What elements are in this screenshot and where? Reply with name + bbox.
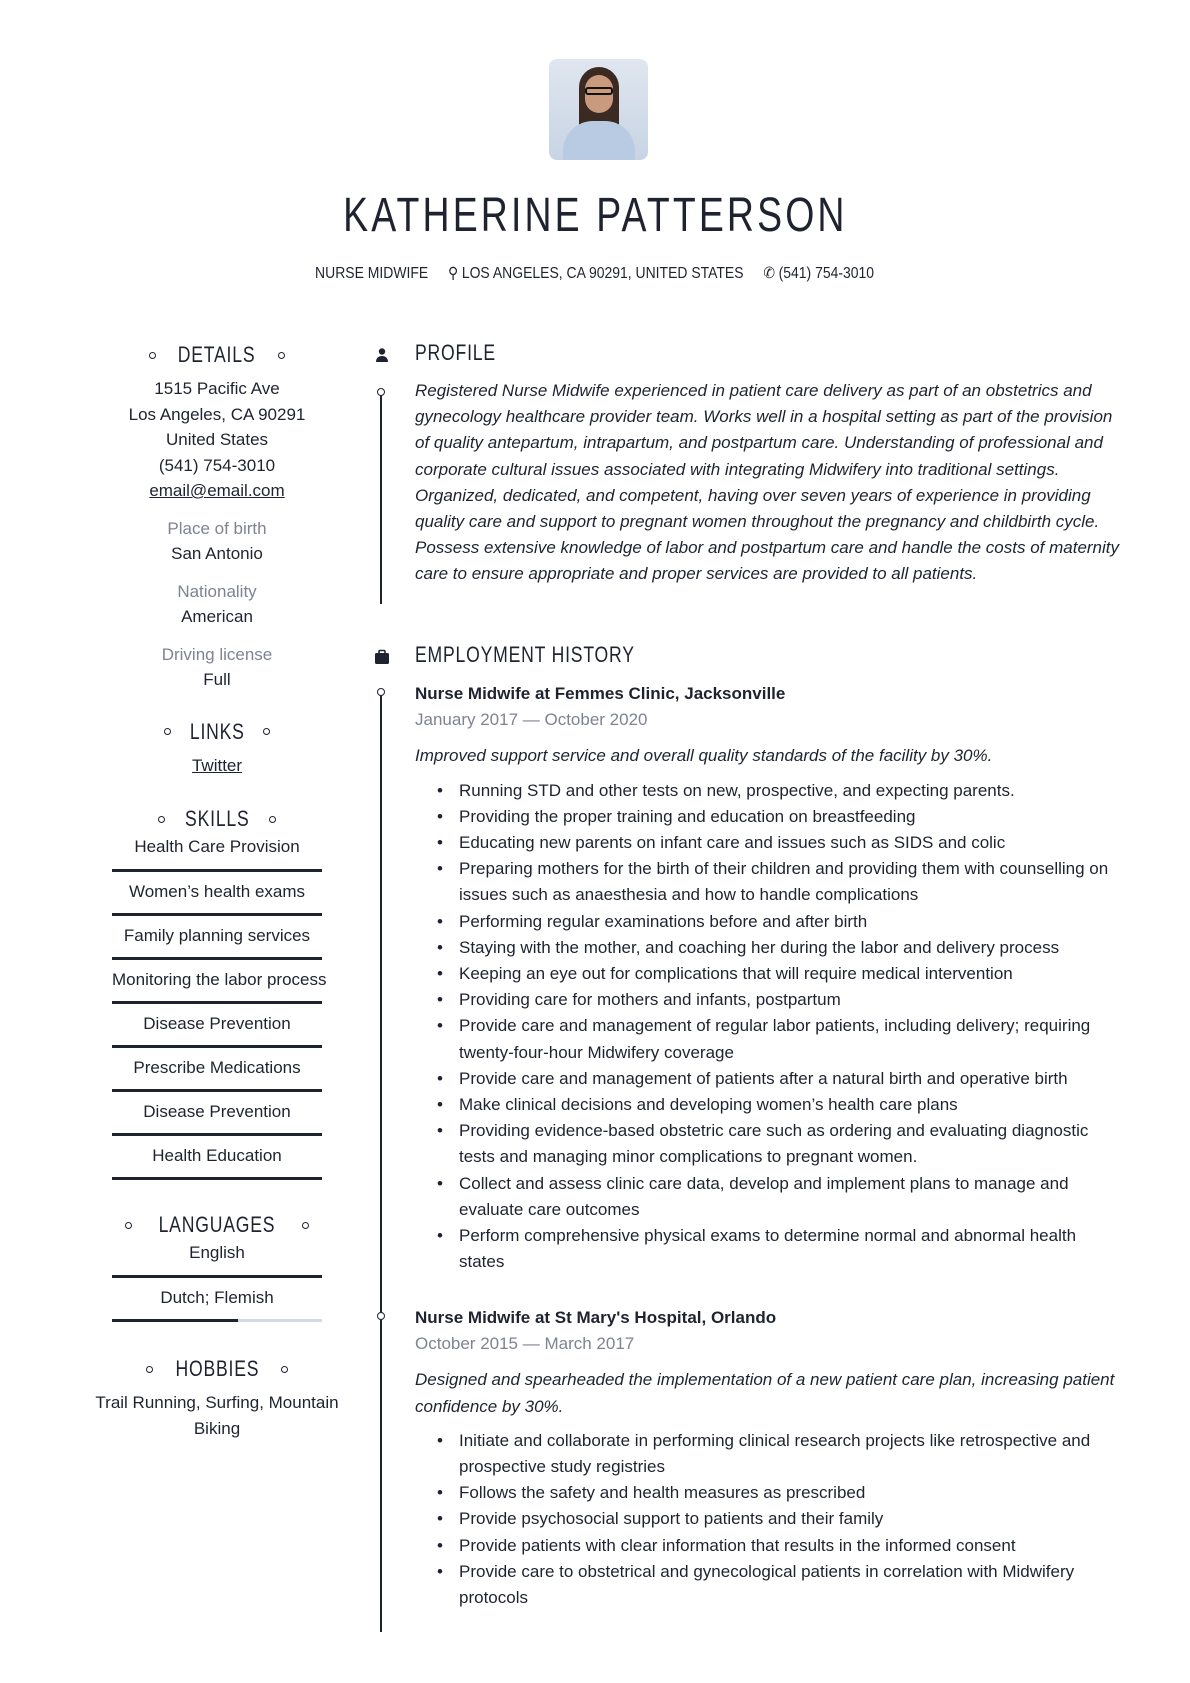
bullet: • Keeping an eye out for complications that will require medical intervention (415, 961, 1120, 987)
bullet: • Initiate and collaborate in performing clinical research projects like retrospective and prospective study registries (415, 1428, 1120, 1480)
address-line: United States (165, 430, 269, 449)
job-summary: Improved support service and overall quality standards of the facility by 30%. (415, 746, 993, 766)
timeline-node (377, 688, 385, 696)
field-value: Full (203, 670, 231, 689)
bullet: • Performing regular examinations before and after birth (415, 909, 1120, 935)
bullet: • Preparing mothers for the birth of their children and providing them with counselling on issues such as anaesthesia and how to handle complications (415, 856, 1120, 908)
skill-item: Prescribe Medications (112, 1048, 322, 1092)
field-value: San Antonio (171, 544, 263, 563)
bullet: • Providing the proper training and education on breastfeeding (415, 804, 1120, 830)
bullet: • Provide care to obstetrical and gynecological patients in correlation with Midwifery protocols (415, 1559, 1120, 1611)
skill-item: Health Care Provision (112, 834, 322, 872)
job-summary: Designed and spearheaded the implementation of a new patient care plan, increasing patient confidence by 30%. (415, 1370, 1115, 1416)
skill-item: Monitoring the labor process (112, 960, 322, 1004)
skills-heading: SKILLS (87, 804, 347, 834)
twitter-link[interactable]: Twitter (191, 755, 243, 775)
header-subtitle (0, 264, 1190, 283)
employment-heading: EMPLOYMENT HISTORY (415, 642, 635, 667)
skill-item: Disease Prevention (112, 1092, 322, 1136)
timeline-line (380, 392, 382, 604)
job-entry (415, 681, 1120, 1275)
sidebar (87, 340, 347, 1441)
location: LOS ANGELES, CA 90291, UNITED STATES (462, 265, 744, 282)
field-label: Place of birth (167, 518, 267, 538)
language-item: English (112, 1240, 322, 1278)
bullet: • Perform comprehensive physical exams to determine normal and abnormal health states (415, 1223, 1120, 1275)
timeline-node (377, 1312, 385, 1320)
timeline-node (377, 388, 385, 396)
bullet: • Provide psychosocial support to patients and their family (415, 1506, 1120, 1532)
bullet: • Educating new parents on infant care and issues such as SIDS and colic (415, 830, 1120, 856)
language-item: Dutch; Flemish (112, 1278, 322, 1322)
skill-item: Health Education (112, 1136, 322, 1180)
bullet: • Collect and assess clinic care data, develop and implement plans to manage and evaluate care outcomes (415, 1171, 1120, 1223)
details-heading: DETAILS (87, 340, 347, 370)
location-pin-icon: ⚲ (448, 265, 459, 282)
job-bullets (415, 778, 1120, 1276)
address-line: Los Angeles, CA 90291 (128, 404, 306, 424)
person-icon (374, 347, 390, 363)
hobbies-text: Trail Running, Surfing, Mountain Biking (95, 1393, 339, 1438)
hobbies-heading: HOBBIES (87, 1354, 347, 1384)
job-bullets (415, 1428, 1120, 1611)
address-line: 1515 Pacific Ave (154, 379, 280, 398)
bullet: • Make clinical decisions and developing women’s health care plans (415, 1092, 1120, 1118)
bullet: • Providing care for mothers and infants, postpartum (415, 987, 1120, 1013)
links-heading: LINKS (87, 717, 347, 747)
briefcase-icon (374, 649, 390, 665)
field-label: Driving license (161, 644, 273, 664)
job-title: Nurse Midwife at St Mary's Hospital, Orlando (415, 1308, 777, 1327)
phone: (541) 754-3010 (779, 265, 875, 282)
candidate-name: KATHERINE PATTERSON (342, 189, 848, 242)
skill-item: Women’s health exams (112, 872, 322, 916)
job-entry (415, 1305, 1120, 1611)
bullet: • Provide care and management of patients after a natural birth and operative birth (415, 1066, 1120, 1092)
job-dates: October 2015 — March 2017 (415, 1334, 635, 1354)
field-value: American (181, 607, 253, 626)
field-label: Nationality (177, 581, 257, 601)
skill-item: Family planning services (112, 916, 322, 960)
job-title: NURSE MIDWIFE (315, 265, 429, 282)
bullet: • Provide care and management of regular labor patients, including delivery; requiring twenty-four-hour Midwifery coverage (415, 1013, 1120, 1065)
languages-heading: LANGUAGES (87, 1210, 347, 1240)
bullet: • Follows the safety and health measures as prescribed (415, 1480, 1120, 1506)
job-title: Nurse Midwife at Femmes Clinic, Jacksonville (415, 684, 786, 703)
profile-heading: PROFILE (415, 340, 496, 365)
email-link[interactable]: email@email.com (149, 481, 285, 500)
skill-item: Disease Prevention (112, 1004, 322, 1048)
phone-icon: ✆ (763, 265, 776, 282)
profile-photo (549, 59, 648, 160)
phone: (541) 754-3010 (158, 455, 276, 475)
bullet: • Provide patients with clear information that results in the informed consent (415, 1533, 1120, 1559)
timeline-line (380, 692, 382, 1632)
profile-text: Registered Nurse Midwife experienced in patient care delivery as part of an obstetrics and gynecology healthcare provider team. Works well in a hospital setting as part of the provision of quality antepartum, intrapartum, and postpartum care. Understanding of professional and corporate cultural issues associated with integrating Midwifery into traditional settings. Organized, dedicated, and competent, having over seven years of experience in providing quality care and support to pregnant women throughout the pregnancy and childbirth cycle. Possess extensive knowledge of labor and postpartum care and handle the costs of maternity care to ensure appropriate and proper services are provided to all patients. (415, 381, 1120, 584)
bullet: • Staying with the mother, and coaching her during the labor and delivery process (415, 935, 1120, 961)
job-dates: January 2017 — October 2020 (415, 710, 648, 730)
bullet: • Providing evidence-based obstetric care such as ordering and evaluating diagnostic tests and managing minor complications to pregnant women. (415, 1118, 1120, 1170)
bullet: • Running STD and other tests on new, prospective, and expecting parents. (415, 778, 1120, 804)
